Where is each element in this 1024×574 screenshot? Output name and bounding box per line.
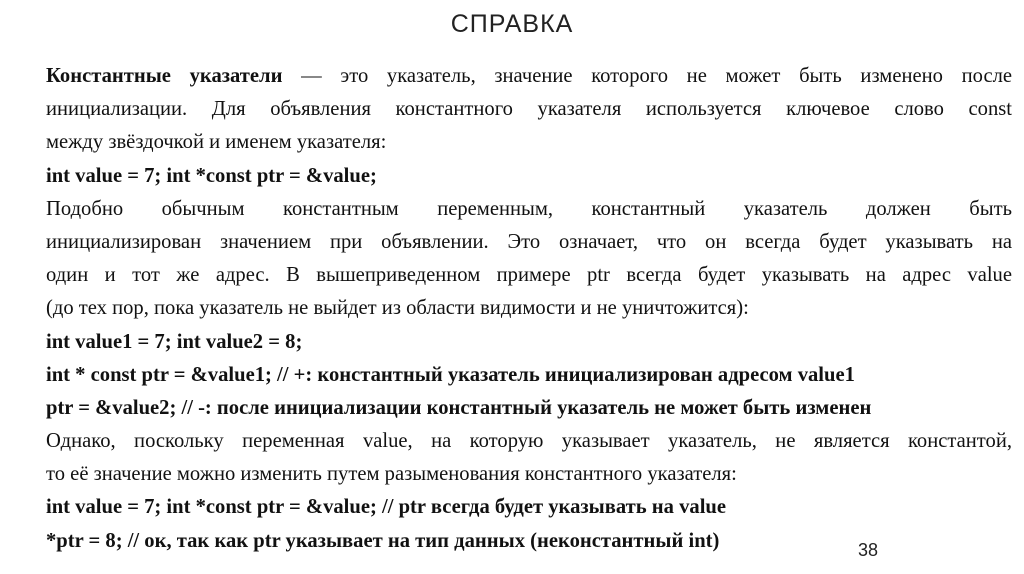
code-line-values: int value1 = 7; int value2 = 8; <box>46 330 303 353</box>
paragraph1-line1 <box>46 60 1012 93</box>
paragraph3-line2: то её значение можно изменить путем разыменования константного указателя: <box>46 463 737 486</box>
term-constant-pointers: Константные указатели <box>46 65 283 87</box>
paragraph1-line3: между звёздочкой и именем указателя: <box>46 131 387 154</box>
code-line-const-ptr-init: int * const ptr = &value1; // +: константный указатель инициализирован адресом value1 <box>46 363 855 386</box>
code-line-declaration: int value = 7; int *const ptr = &value; <box>46 164 377 187</box>
page-number: 38 <box>858 540 879 560</box>
paragraph3-line1: Однако, поскольку переменная value, на которую указывает указатель, не является константой, <box>46 430 1012 453</box>
paragraph2-line4: (до тех пор, пока указатель не выйдет из области видимости и не уничтожится): <box>46 297 749 320</box>
paragraph2-line2: инициализирован значением при объявлении. Это означает, что он всегда будет указывать на <box>46 230 1012 253</box>
paragraph1-line2: инициализации. Для объявления константного указателя используется ключевое слово const <box>46 98 1012 121</box>
slide-body <box>46 60 1012 558</box>
paragraph2-line1: Подобно обычным константным переменным, константный указатель должен быть <box>46 197 1012 220</box>
code-line-ptr-reassign: ptr = &value2; // -: после инициализации константный указатель не может быть изменен <box>46 396 872 419</box>
paragraph2-line3: один и тот же адрес. В вышеприведенном примере ptr всегда будет указывать на адрес value <box>46 264 1012 287</box>
code-line-const-ptr-value: int value = 7; int *const ptr = &value; // ptr всегда будет указывать на value <box>46 496 727 519</box>
code-line-dereference: *ptr = 8; // ок, так как ptr указывает на тип данных (неконстантный int) <box>46 529 720 552</box>
slide-title: СПРАВКА <box>450 10 574 38</box>
paragraph1-line1-rest: — это указатель, значение которого не может быть изменено после <box>282 65 1012 87</box>
